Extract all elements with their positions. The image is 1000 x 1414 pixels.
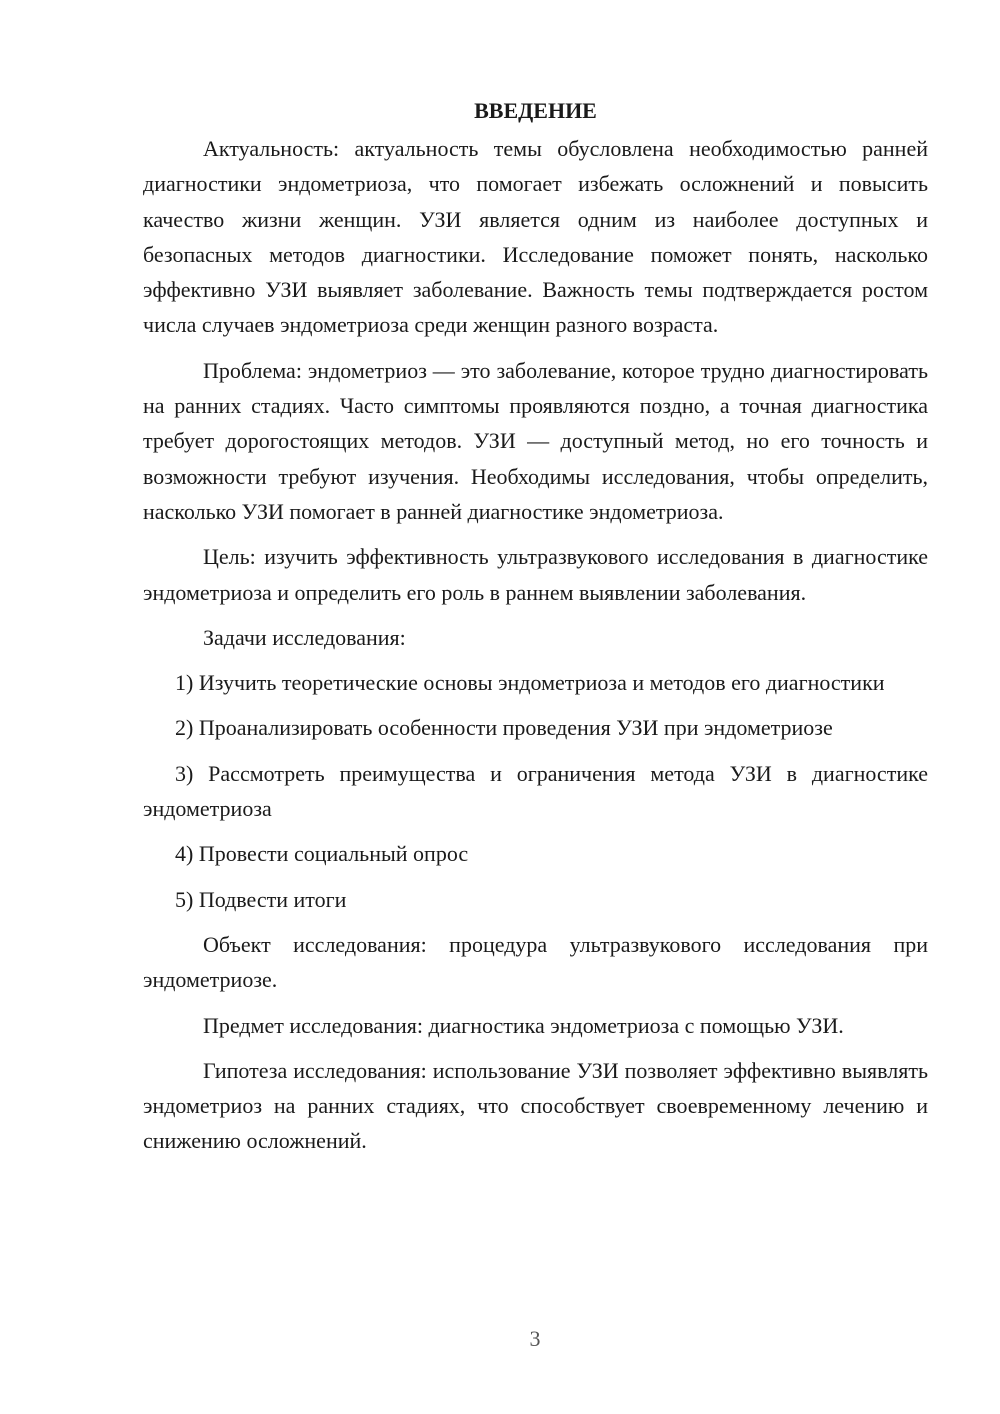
paragraph-hypothesis: Гипотеза исследования: использование УЗИ позволяет эффективно выявлять эндометриоз на ранних стадиях, что способствует своевременному лечению и снижению осложнений. (143, 1057, 928, 1154)
document-page (143, 93, 928, 1159)
page-number: 3 (529, 1326, 541, 1351)
list-item-task-3: 3) Рассмотреть преимущества и ограничения метода УЗИ в диагностике эндометриоза (143, 760, 928, 822)
paragraph-problem: Проблема: эндометриоз — это заболевание, которое трудно диагностировать на ранних стадиях. Часто симптомы проявляются поздно, а точная диагностика требует дорогостоящих методов. УЗИ — доступный метод, но его точность и возможности требуют изучения. Необходимы исследования, чтобы определить, насколько УЗИ помогает в ранней диагностике эндометриоза. (143, 357, 928, 524)
paragraph-object: Объект исследования: процедура ультразвукового исследования при эндометриозе. (143, 931, 928, 993)
list-item-task-2: 2) Проанализировать особенности проведения УЗИ при эндометриозе (175, 715, 833, 741)
list-item-task-1: 1) Изучить теоретические основы эндометриоза и методов его диагностики (175, 670, 885, 696)
tasks-heading: Задачи исследования: (203, 624, 406, 650)
list-item-task-5: 5) Подвести итоги (175, 886, 347, 912)
paragraph-goal: Цель: изучить эффективность ультразвукового исследования в диагностике эндометриоза и определить его роль в раннем выявлении заболевания. (143, 544, 928, 605)
page-title: ВВЕДЕНИЕ (474, 98, 597, 123)
list-item-task-4: 4) Провести социальный опрос (175, 841, 469, 867)
paragraph-subject: Предмет исследования: диагностика эндометриоза с помощью УЗИ. (203, 1012, 844, 1038)
paragraph-relevance: Актуальность: актуальность темы обусловлена необходимостью ранней диагностики эндометриоза, что помогает избежать осложнений и повысить качество жизни женщин. УЗИ является одним из наиболее доступных и безопасных методов диагностики. Исследование поможет понять, насколько эффективно УЗИ выявляет заболевание. Важность темы подтверждается ростом числа случаев эндометриоза среди женщин разного возраста. (143, 136, 928, 338)
